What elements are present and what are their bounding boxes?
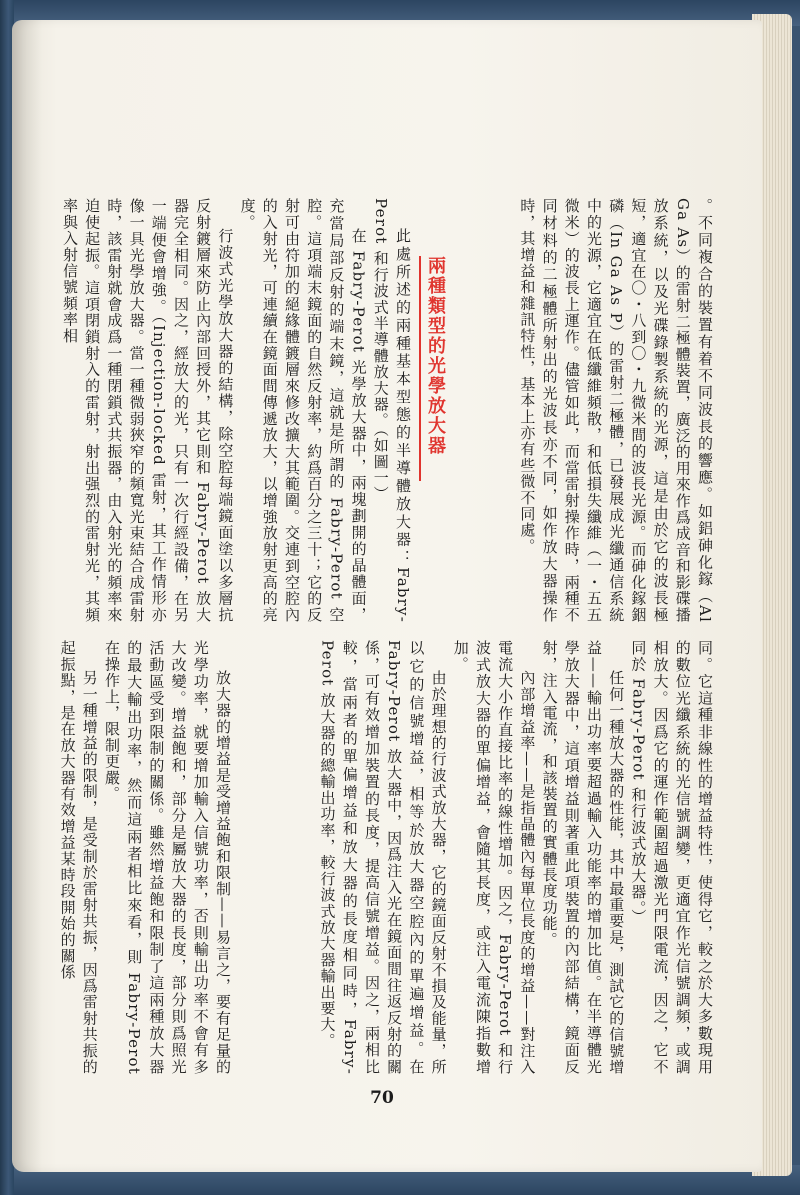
paragraph: 同。它這種非線性的增益特性，使得它，較之於大多數現用的數位光纖系統的光信號調變，更適宜作光信號調頻，或調相放大。因爲它的運作範圍超過激光門限電流，因之，它不同於 Fabry-Perot 和行波式放大器。） <box>629 640 714 1075</box>
paragraph: 另一種增益的限制，是受制於雷射共振，因爲雷射共振的起振點，是在放大器有效增益某時段開始的關係 <box>58 640 99 1075</box>
page-gutter-shadow <box>12 20 42 1172</box>
section-heading <box>418 256 448 486</box>
paragraph: 此處所述的兩種基本型態的半導體放大器：Fabry-Perot 和行波式半導體放大器。（如圖一） <box>371 198 412 623</box>
paragraph: 由於理想的行波式放大器，它的鏡面反射不損及能量，所以它的信號增益，相等於放大器空腔內的單遍增益。在 Fabry-Perot 放大器中，因爲注入光在鏡面間往返反射的關係，可有效增加裝置的長度，提高信號增益。因之，兩相比較，當兩者的單偏增益和放大器的長度相同時，Fabry-Perot 放大器的總輸出功率，較行波式放大器輸出要大。 <box>318 640 448 1075</box>
column-bottom-right <box>240 640 716 1075</box>
paragraph: 。不同複合的裝置有着不同波長的響應。如鋁砷化鎵（Al Ga As）的雷射二極體裝置，廣泛的用來作爲成音和影碟播放系統，以及光碟錄製系統的光源，這是由於它的波長極短，適宜在〇・八到〇・九微米間的波長光源。而砷化鎵銦磷（In Ga As P）的雷射二極體，已發展成光纖通信系統中的光源，它適宜在低纖維頻散，和低損失纖維（一・五五微米）的波長上運作。儘管如此，而當雷射操作時，兩種不同材料的二極體所射出的光波長亦不同，如作放大器操作時，其增益和雜訊特性，基本上亦有些微不同處。 <box>518 198 714 623</box>
section-heading-text: 兩種類型的光學放大器 <box>425 256 446 456</box>
paragraph: 放大器的增益是受增益飽和限制——易言之，要有足量的光學功率，就要增加輸入信號功率，否則輸出功率不會有多大改變。增益飽和，部分是屬放大器的長度，部分則爲照光活動區受到限制的關係。雖然增益飽和限制了這兩種放大器的最大輸出功率，然而這兩者相比來看，則 Fabry-Perot 在操作上，限制更嚴。 <box>102 640 232 1075</box>
column-top-right <box>478 198 716 623</box>
paragraph: 行波式光學放大器的結構，除空腔每端鏡面塗以多層抗反射鍍層來防止內部回授外，其它則和 Fabry-Perot 放大器完全相同。因之，經放大的光，只有一次行經設備，在另一端便會增強。（Injection-locked 雷射，其工作情形亦像一具光學放大器。當一種微弱狹窄的頻寬光束結合成雷射時，該雷射就會成爲一種閉鎖式共振器，由入射光的頻率來迫使起振。這項閉鎖射入的雷射，射出强烈的雷射光，其頻率與入射信號頻率相 <box>60 198 235 623</box>
paragraph: 任何一種放大器的性能，其中最重要是，測試它的信號增益——輸出功率要超過輸入功能率的增加比值。在半導體光學放大器中，這項增益則著重此項裝置的內部結構，鏡面反射，注入電流，和該裝置的實體長度功能。 <box>540 640 626 1075</box>
page-number: 70 <box>370 1088 394 1108</box>
paragraph: 在 Fabry-Perot 光學放大器中，兩塊劃開的晶體面，充當局部反射的端末鏡，這就是所謂的 Fabry-Perot 空腔。這項端末鏡面的自然反射率，約爲百分之三十；它的反射可由符加的絕緣體鍍層來修改擴大其範圍。交連到空腔內的入射光，可連續在鏡面間傳遞放大，以增強放射更高的亮度。 <box>238 198 368 623</box>
heading-underline <box>419 256 421 481</box>
paragraph: 內部增益率——是指晶體內每單位長度的增益——對注入電流大小作直接比率的線性增加。因之，Fabry-Perot 和行波式放大器的單偏增益，會隨其長度，或注入電流陳指數增加。 <box>451 640 537 1075</box>
column-bottom-left <box>58 640 234 1075</box>
column-top-left <box>62 198 414 623</box>
